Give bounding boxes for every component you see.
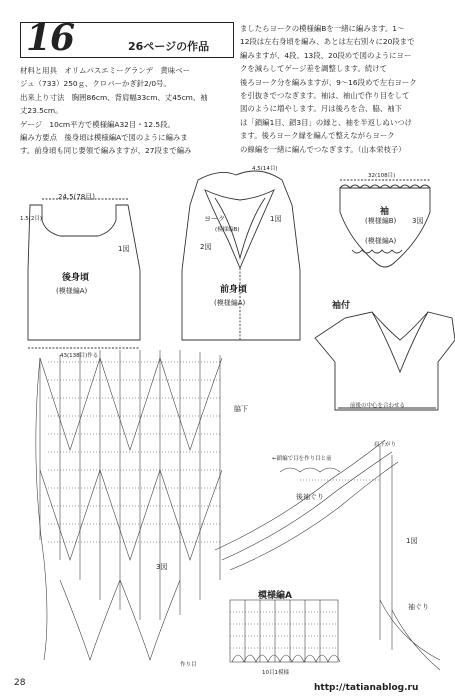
sleeve-pattern-a: (模様編A) (365, 237, 397, 245)
intro-line: ジュ（733）250ｇ、クロバーかぎ針2/0号。 (20, 79, 171, 89)
yoke-label: ヨーク (204, 215, 225, 223)
pattern-a-title: 模様編A (258, 591, 292, 601)
yoke-pattern-label: (模様編B) (215, 227, 240, 233)
source-url[interactable]: http://tatianablog.ru (314, 683, 419, 693)
intro-line: 編み方要点 後身頃は模様編Aで図のように編みま (20, 133, 188, 143)
intro-line: 丈23.5cm。 (20, 106, 63, 116)
page-number: 28 (14, 678, 26, 688)
sleeve-outline (340, 188, 430, 267)
back-piece-name: 後身頃 (62, 273, 90, 283)
sleeve-top-label: 肩下がり (374, 442, 397, 448)
back-top-dimension-label: 24.5(78目) (58, 193, 95, 201)
underarm-label: 脇下 (234, 405, 248, 413)
sleeve-dimension-label: 32(108目) (368, 173, 396, 179)
repeat-note: 10目1模様 (262, 670, 289, 676)
front-piece-pattern: (模様編A) (214, 299, 246, 307)
start-note: ←鎖編で目を作り目と前 (272, 456, 332, 462)
front-top-dimension-label: 4.5(14目) (252, 166, 278, 172)
instruction-line: ましたらヨークの模様編Bを一緒に編みます。1〜 (240, 24, 405, 33)
instruction-line: の線編を一緒に編んでつなぎます。（山本栄枝子） (240, 144, 406, 154)
sleeve-figure-ref: 3図 (412, 217, 424, 225)
back-side-label: 1.5(2目) (20, 216, 43, 222)
assembly-title: 袖付 (332, 301, 351, 311)
intro-line: ゲージ 10cm平方で模様編A32目・12.5段。 (20, 119, 175, 129)
chart-figure-1: 1図 (406, 537, 418, 545)
sleeve-name: 袖 (380, 207, 390, 217)
intro-line: す。前身頃も同じ要領で編みますが、27段まで編み (20, 146, 192, 156)
sleeve-edge-label: 袖ぐり (408, 603, 429, 611)
instruction-line: クを減らしてゲージ差を調整します。続けて (240, 64, 388, 74)
instruction-line: 12段は左右身頃を編み、あとは左右別々に20段まで (240, 37, 415, 47)
instruction-line: は「鎖編1目、鎖3目」の縁と、袖を半返しぬいつけ (240, 117, 413, 127)
intro-line: 出来上り寸法 胸囲86cm、背肩幅33cm、丈45cm、袖 (20, 92, 208, 102)
back-bottom-label: 43(138目)作る (60, 353, 99, 359)
armhole-edge-label: 後袖ぐり (296, 493, 324, 501)
sleeve-bottom-scallops (352, 250, 402, 253)
assembled-garment-outline (315, 312, 455, 410)
instruction-line: 図のように増やします。月は後ろを合、脇、袖下 (240, 104, 403, 114)
pattern-a-chart (230, 600, 340, 662)
back-piece-pattern: (模様編A) (56, 287, 88, 295)
armhole-chart (215, 440, 440, 670)
chart-figure-3: 3図 (156, 563, 168, 571)
instruction-line: 編みますが、4段、13段、20段めで図のようにヨー (240, 50, 412, 60)
page-title: 26ページの作品 (128, 40, 210, 53)
chain-start-note: 作り目 (180, 662, 197, 668)
instruction-line: ます。後ろヨーク縁を編んで整えながらヨーク (240, 131, 395, 141)
instruction-line: 後ろヨーク分を編みますが、9〜16段めで左右ヨーク (240, 77, 417, 87)
back-figure-ref: 1図 (118, 245, 130, 253)
sleeve-pattern-b: (模様編B) (365, 217, 397, 225)
front-figure-ref-1: 1図 (270, 215, 282, 223)
pattern-number: 16 (26, 17, 75, 59)
assembly-note: 前後の中心を合わせる (350, 403, 406, 409)
crochet-chart-fans (36, 350, 222, 660)
front-figure-ref-2: 2図 (200, 243, 212, 251)
intro-line: 材料と用具 オリムパスエミーグランデ 黄味ベー (20, 66, 190, 75)
instruction-line: を引抜きでつなぎます。袖は、袖山で作り目をして (240, 91, 410, 101)
front-piece-name: 前身頃 (220, 285, 248, 295)
